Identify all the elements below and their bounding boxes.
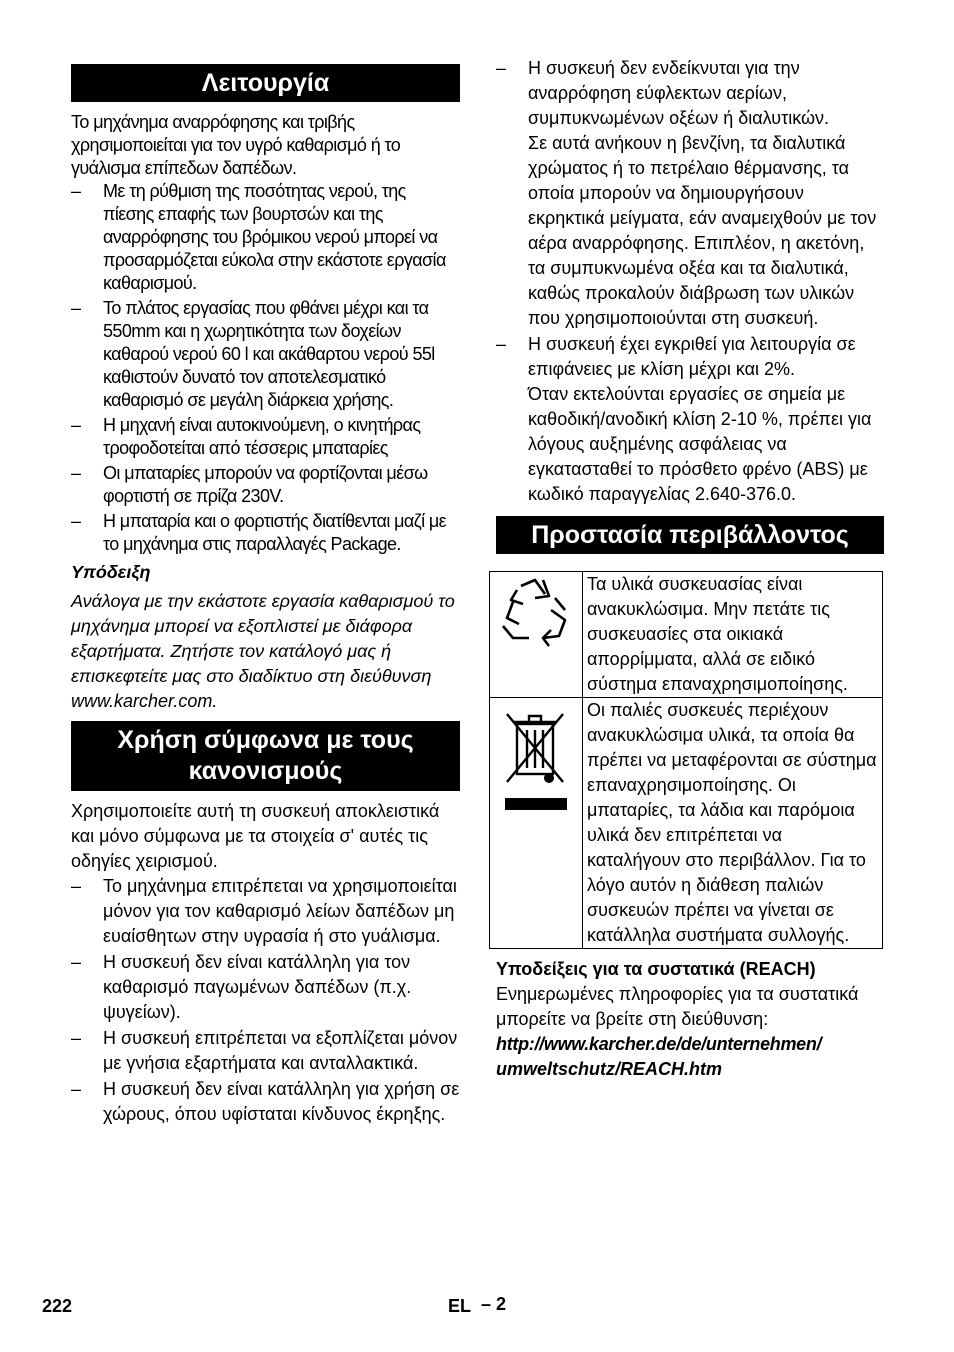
proper-use-list [71,874,460,1127]
environment-text: Τα υλικά συσκευασίας είναι ανακυκλώσιμα. Μην πετάτε τις συσκευασίες στα οικιακά απορρίμματα, αλλά σε ειδικό σύστημα επαναχρησιμοποίησης. [583,572,883,698]
reach-url-line: umweltschutz/REACH.htm [496,1059,723,1079]
list-item-detail: Σε αυτά ανήκουν η βενζίνη, τα διαλυτικά χρώματος ή το πετρέλαιο θέρμανσης, τα οποία μπορούν να δημιουργήσουν εκρηκτικά μείγματα, εάν αναμειχθούν με τον αέρα αναρρόφησης. Επιπλέον, η ακετόνη, τα συμπυκνωμένα οξέα και τα διαλυτικά, καθώς προκαλούν διάβρωση των υλικών που χρησιμοποιούνται στη συσκευή. [528,133,877,328]
list-item-detail: Όταν εκτελούνται εργασίες σε σημεία με καθοδική/ανοδική κλίση 2-10 %, πρέπει για λόγους αυξημένης ασφάλειας να εγκατασταθεί το πρόσθετο φρένο (ABS) με κωδικό παραγγελίας 2.640-376.0. [528,384,872,504]
operation-list [71,180,460,556]
list-item: – Η συσκευή δεν ενδείκνυται για την αναρρόφηση εύφλεκτων αερίων, συμπυκνωμένων οξέων ή διαλυτικών. Σε αυτά ανήκουν η βενζίνη, τα διαλυτικά χρώματος ή το πετρέλαιο θέρμανσης, τα οποία μπορούν να δημιουργήσουν εκρηκτικά μείγματα, εάν αναμειχθούν με τον αέρα αναρρόφησης. Επιπλέον, η ακετόνη, τα συμπυκνωμένα οξέα και τα διαλυτικά, καθώς προκαλούν διάβρωση των υλικών που χρησιμοποιούνται στη συσκευή. [496,56,884,331]
list-item: – Το μηχάνημα επιτρέπεται να χρησιμοποιείται μόνον για τον καθαρισμό λείων δαπέδων μη ευαίσθητων στην υγρασία ή στο γυάλισμα. [71,876,457,946]
list-item: – Η συσκευή επιτρέπεται να εξοπλίζεται μόνον με γνήσια εξαρτήματα και ανταλλακτικά. [71,1028,458,1073]
list-item: – Η μπαταρία και ο φορτιστής διατίθενται μαζί με το μηχάνημα στις παραλλαγές Package. [71,511,447,554]
note-text: Ανάλογα με την εκάστοτε εργασία καθαρισμού το μηχάνημα μπορεί να εξοπλιστεί με διάφορα εξαρτήματα. Ζητήστε τον κατάλογό μας ή επισκεφτείτε μας στο διαδίκτυο στη διεύθυνση www.karcher.com. [71,591,455,711]
recycling-icon [499,576,573,652]
heading-line: κανονισμούς [188,757,343,785]
reach-url-line: http://www.karcher.de/de/unternehmen/ [496,1034,822,1054]
list-item: – Με τη ρύθμιση της ποσότητας νερού, της πίεσης επαφής των βουρτσών και της αναρρόφησης του βρόμικου νερού μπορεί να προσαρμόζεται εύκολα στην εκάστοτε εργασία καθαρισμού. [71,181,446,293]
list-item: – Η συσκευή δεν είναι κατάλληλη για χρήση σε χώρους, όπου υφίσταται κίνδυνος έκρηξης. [71,1079,460,1124]
language-code: EL [448,1296,472,1316]
heading-line: Χρήση σύμφωνα με τους [117,726,414,754]
section-heading-environment: Προστασία περιβάλλοντος [496,516,884,554]
right-column [496,56,884,1082]
reach-text: Ενημερωμένες πληροφορίες για τα συστατικά μπορείτε να βρείτε στη διεύθυνση: [496,984,859,1029]
page-number: 222 [42,1296,73,1316]
list-item: – Οι μπαταρίες μπορούν να φορτίζονται μέσω φορτιστή σε πρίζα 230V. [71,463,428,506]
reach-title: Υποδείξεις για τα συστατικά (REACH) [496,959,816,979]
icon-cell [490,572,583,698]
list-item: – Το πλάτος εργασίας που φθάνει μέχρι και τα 550mm και η χωρητικότητα των δοχείων καθαρού νερού 60 l και ακάθαρτου νερού 55l καθιστούν δυνατό τον αποτελεσματικό καθαρισμό σε μεγάλη διάρκεια χρήσης. [71,298,435,410]
table-row [490,698,883,949]
section-heading-proper-use [71,721,460,791]
proper-use-intro: Χρησιμοποιείτε αυτή τη συσκευή αποκλειστικά και μόνο σύμφωνα με τα στοιχεία σ' αυτές τις οδηγίες χειρισμού. [71,801,440,871]
icon-cell [490,698,583,949]
list-item: – Η συσκευή έχει εγκριθεί για λειτουργία σε επιφάνειες με κλίση μέχρι και 2%. Όταν εκτελούνται εργασίες σε σημεία με καθοδική/ανοδική κλίση 2-10 %, πρέπει για λόγους αυξημένης ασφάλειας να εγκατασταθεί το πρόσθετο φρένο (ABS) με κωδικό παραγγελίας 2.640-376.0. [496,332,884,507]
section-heading-operation: Λειτουργία [71,64,460,102]
list-item: – Η μηχανή είναι αυτοκινούμενη, ο κινητήρας τροφοδοτείται από τέσσερις μπαταρίες [71,415,421,458]
gases-list [496,56,884,507]
environment-text: Οι παλιές συσκευές περιέχουν ανακυκλώσιμα υλικά, τα οποία θα πρέπει να μεταφέρονται σε σύστημα επαναχρησιμοποίησης. Οι μπαταρίες, τα λάδια και παρόμοια υλικά δεν επιτρέπεται να καταλήγουν στο περιβάλλον. Για το λόγο αυτόν η διάθεση παλιών συσκευών πρέπει να γίνεται σε κατάλληλα συστήματα συλλογής. [583,698,883,949]
table-row [490,572,883,698]
environment-table [489,571,883,949]
list-item: – Η συσκευή δεν είναι κατάλληλη για τον καθαρισμό παγωμένων δαπέδων (π.χ. ψυγείων). [71,952,412,1022]
sub-page-number: – 2 [481,1294,507,1314]
left-column [71,64,460,1127]
operation-intro: Το μηχάνημα αναρρόφησης και τριβής χρησιμοποιείται για τον υγρό καθαρισμό ή το γυάλισμα επίπεδων δαπέδων. [71,112,401,178]
crossed-bin-icon [499,702,573,810]
note-title: Υπόδειξη [71,562,151,582]
